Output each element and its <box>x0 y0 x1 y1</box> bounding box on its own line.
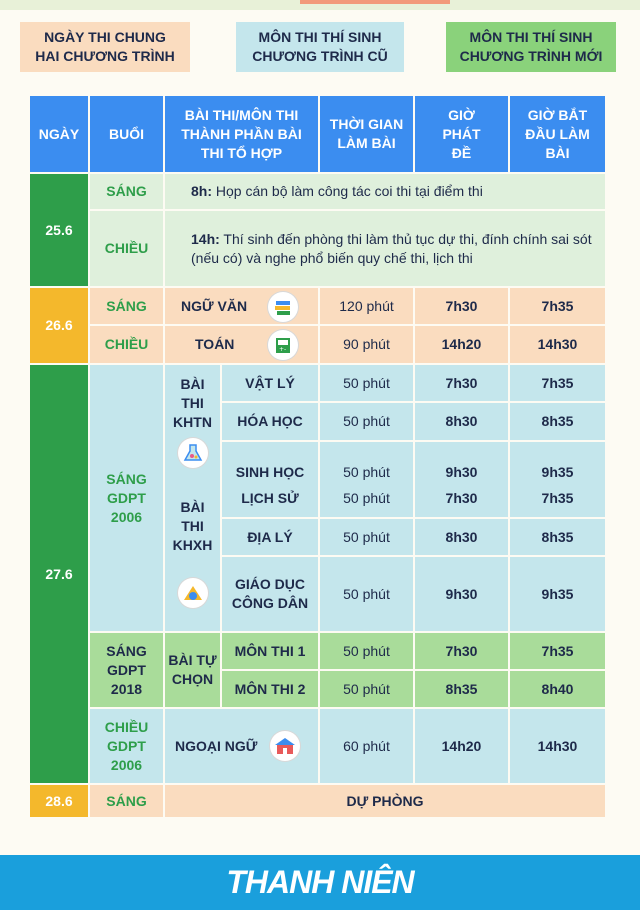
header-buoi: BUỔI <box>90 96 163 172</box>
legend-old-program: MÔN THI THÍ SINH CHƯƠNG TRÌNH CŨ <box>236 22 404 72</box>
subject-lich-su: LỊCH SỬ <box>222 480 318 517</box>
thanh-nien-logo: THANH NIÊN <box>226 864 414 900</box>
session-26-sang: SÁNG <box>90 288 163 324</box>
release-toan: 14h20 <box>415 326 508 363</box>
subject-giao-duc-cong-dan: GIÁO DỤC CÔNG DÂN <box>222 557 318 631</box>
subject-toan: TOÁN <box>165 326 318 363</box>
release-hoa-hoc: 8h30 <box>415 403 508 440</box>
math-book-icon <box>268 330 298 360</box>
start-gdcd: 9h35 <box>510 557 605 631</box>
start-hoa-hoc: 8h35 <box>510 403 605 440</box>
release-lich-su: 7h30 <box>415 480 508 517</box>
subject-hoa-hoc: HÓA HỌC <box>222 403 318 440</box>
session-28-sang: SÁNG <box>90 785 163 817</box>
start-dia-ly: 8h35 <box>510 519 605 555</box>
group-khxh: BÀI THI KHXH <box>165 480 220 631</box>
header-bai-thi: BÀI THI/MÔN THI THÀNH PHẦN BÀI THI TỔ HỢP <box>165 96 318 172</box>
subject-vat-ly: VẬT LÝ <box>222 365 318 401</box>
title-remnant <box>300 0 450 4</box>
session-25-sang: SÁNG <box>90 174 163 209</box>
header-ngay: NGÀY <box>30 96 88 172</box>
duration-ngu-van: 120 phút <box>320 288 413 324</box>
svg-text:+-: +- <box>279 346 287 353</box>
start-mon-thi-2: 8h40 <box>510 671 605 707</box>
duration-hoa-hoc: 50 phút <box>320 403 413 440</box>
release-ngoai-ngu: 14h20 <box>415 709 508 783</box>
group-tu-chon: BÀI TỰ CHỌN <box>165 633 220 707</box>
release-dia-ly: 8h30 <box>415 519 508 555</box>
session-26-chieu: CHIỀU <box>90 326 163 363</box>
globe-icon <box>178 578 208 608</box>
legend-new-program: MÔN THI THÍ SINH CHƯƠNG TRÌNH MỚI <box>446 22 616 72</box>
subject-sinh-hoc: SINH HỌC <box>222 442 318 502</box>
duration-vat-ly: 50 phút <box>320 365 413 401</box>
note-25-chieu: 14h: Thí sinh đến phòng thi làm thủ tục dự thi, đính chính sai sót (nếu có) và nghe phổ biến quy chế thi, lịch thi <box>165 211 605 286</box>
duration-ngoai-ngu: 60 phút <box>320 709 413 783</box>
release-ngu-van: 7h30 <box>415 288 508 324</box>
group-khtn: BÀI THI KHTN <box>165 365 220 502</box>
subject-mon-thi-1: MÔN THI 1 <box>222 633 318 669</box>
start-sinh-hoc: 9h35 <box>510 442 605 502</box>
subject-mon-thi-2: MÔN THI 2 <box>222 671 318 707</box>
session-25-chieu: CHIỀU <box>90 211 163 286</box>
header-gio-phat-de: GIỜ PHÁT ĐỀ <box>415 96 508 172</box>
start-mon-thi-1: 7h35 <box>510 633 605 669</box>
duration-mon-thi-1: 50 phút <box>320 633 413 669</box>
date-26-6: 26.6 <box>30 288 88 363</box>
start-ngoai-ngu: 14h30 <box>510 709 605 783</box>
top-banner-strip <box>0 0 640 10</box>
session-27-chieu-2006: CHIỀU GDPT 2006 <box>90 709 163 783</box>
start-ngu-van: 7h35 <box>510 288 605 324</box>
start-toan: 14h30 <box>510 326 605 363</box>
header-thoi-gian: THỜI GIAN LÀM BÀI <box>320 96 413 172</box>
date-27-6: 27.6 <box>30 365 88 783</box>
date-25-6: 25.6 <box>30 174 88 286</box>
header-gio-bat-dau: GIỜ BẮT ĐẦU LÀM BÀI <box>510 96 605 172</box>
release-vat-ly: 7h30 <box>415 365 508 401</box>
release-mon-thi-2: 8h35 <box>415 671 508 707</box>
duration-sinh-hoc: 50 phút <box>320 442 413 502</box>
duration-dia-ly: 50 phút <box>320 519 413 555</box>
lab-flask-icon <box>178 438 208 468</box>
books-icon <box>268 292 298 322</box>
subject-ngu-van: NGỮ VĂN <box>165 288 318 324</box>
duration-toan: 90 phút <box>320 326 413 363</box>
start-vat-ly: 7h35 <box>510 365 605 401</box>
reserve-day: DỰ PHÒNG <box>165 785 605 817</box>
duration-lich-su: 50 phút <box>320 480 413 517</box>
duration-mon-thi-2: 50 phút <box>320 671 413 707</box>
start-lich-su: 7h35 <box>510 480 605 517</box>
note-25-sang: 8h: Họp cán bộ làm công tác coi thi tại điểm thi <box>165 174 605 209</box>
release-mon-thi-1: 7h30 <box>415 633 508 669</box>
duration-gdcd: 50 phút <box>320 557 413 631</box>
school-icon <box>270 731 300 761</box>
date-28-6: 28.6 <box>30 785 88 817</box>
session-27-sang-2006: SÁNG GDPT 2006 <box>90 365 163 631</box>
subject-ngoai-ngu: NGOẠI NGỮ <box>165 709 318 783</box>
session-27-sang-2018: SÁNG GDPT 2018 <box>90 633 163 707</box>
legend-common-day: NGÀY THI CHUNG HAI CHƯƠNG TRÌNH <box>20 22 190 72</box>
subject-dia-ly: ĐỊA LÝ <box>222 519 318 555</box>
release-sinh-hoc: 9h30 <box>415 442 508 502</box>
release-gdcd: 9h30 <box>415 557 508 631</box>
